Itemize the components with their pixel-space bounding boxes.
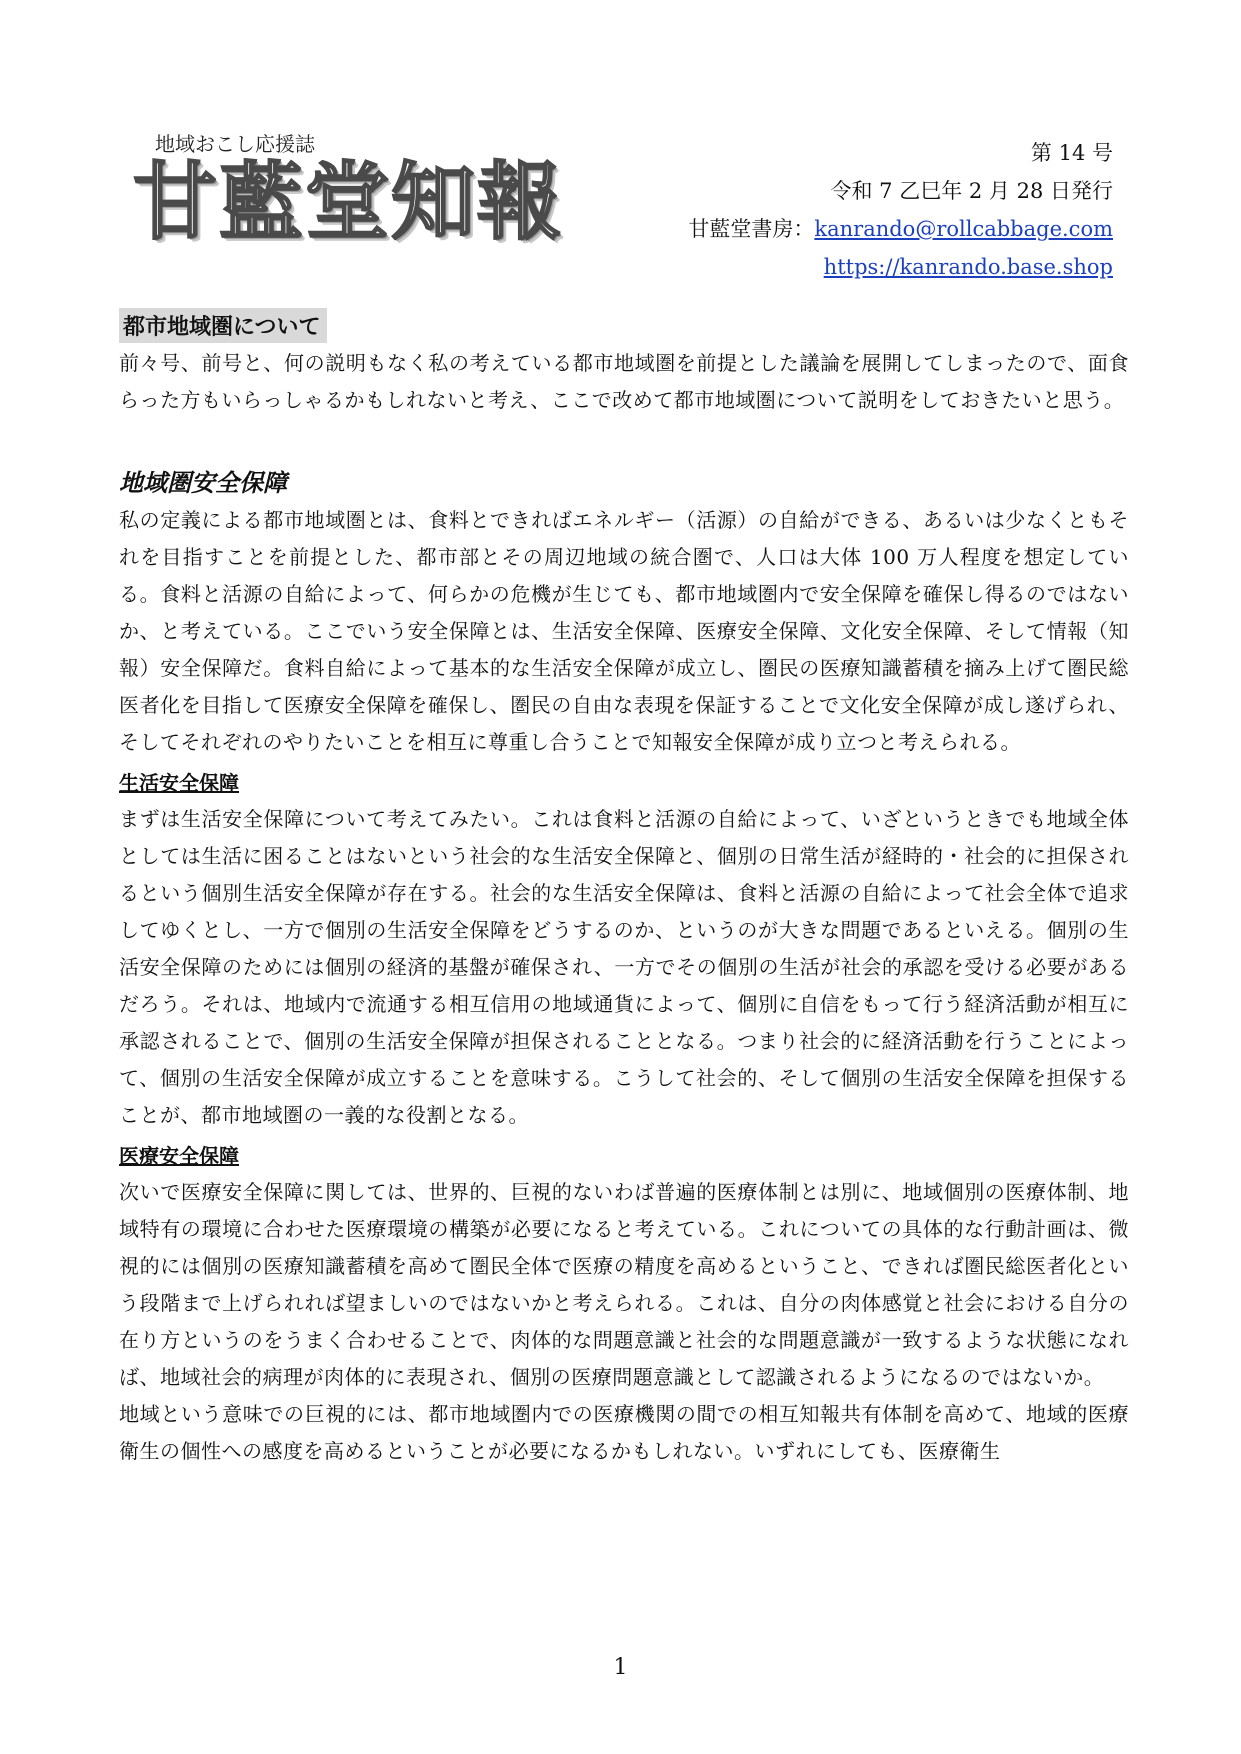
paragraph: まずは生活安全保障について考えてみたい。これは食料と活源の自給によって、いざというときでも地域全体としては生活に困ることはないという社会的な生活安全保障と、個別の日常生活が経時的・社会的に担保されるという個別生活安全保障が存在する。社会的な生活安全保障は、食料と活源の自給によって社会全体で追求してゆくとし、一方で個別の生活安全保障をどうするのか、というのが大きな問題であるといえる。個別の生活安全保障のためには個別の経済的基盤が確保され、一方でその個別の生活が社会的承認を受ける必要があるだろう。それは、地域内で流通する相互信用の地域通貨によって、個別に自信をもって行う経済活動が相互に承認されることで、個別の生活安全保障が担保されることとなる。つまり社会的に経済活動を行うことによって、個別の生活安全保障が成立することを意味する。こうして社会的、そして個別の生活安全保障を担保することが、都市地域圏の一義的な役割となる。 bbox=[119, 807, 1129, 1127]
issue-number: 第 14 号 bbox=[1030, 141, 1113, 165]
magazine-kicker: 地域おこし応援誌 bbox=[155, 132, 315, 156]
url-line bbox=[688, 248, 1113, 286]
paragraph: 次いで医療安全保障に関しては、世界的、巨視的ないわば普遍的医療体制とは別に、地域個別の医療体制、地域特有の環境に合わせた医療環境の構築が必要になると考えている。これについての具体的な行動計画は、微視的には個別の医療知識蓄積を高めて圏民全体で医療の精度を高めるということ、できれば圏民総医者化という段階まで上げられれば望ましいのではないかと考えられる。これは、自分の肉体感覚と社会における自分の在り方というのをうまく合わせることで、肉体的な問題意識と社会的な問題意識が一致するような状態になれば、地域社会的病理が肉体的に表現され、個別の医療問題意識として認識されるようになるのではないか。 bbox=[119, 1180, 1129, 1389]
email-link[interactable]: kanrando@rollcabbage.com bbox=[814, 217, 1113, 241]
publisher-label: 甘藍堂書房： bbox=[688, 217, 815, 241]
paragraph: 前々号、前号と、何の説明もなく私の考えている都市地域圏を前提とした議論を展開してしまったので、面食らった方もいらっしゃるかもしれないと考え、ここで改めて都市地域圏について説明をしておきたいと思う。 bbox=[119, 351, 1129, 412]
masthead-title: 甘藍堂知報 bbox=[133, 153, 564, 251]
issue-date: 令和 7 乙巳年 2 月 28 日発行 bbox=[830, 179, 1113, 203]
section-heading-regional-security: 地域圏安全保障 bbox=[119, 469, 287, 497]
paragraph: 地域という意味での巨視的には、都市地域圏内での医療機関の間での相互知報共有体制を高めて、地域的医療衛生の個性への感度を高めるということが必要になるかもしれない。いずれにしても、医療衛生 bbox=[119, 1402, 1129, 1463]
page-number: 1 bbox=[613, 1655, 628, 1680]
shop-url-link[interactable]: https://kanrando.base.shop bbox=[823, 255, 1113, 279]
section-heading-urban-region: 都市地域圏について bbox=[119, 308, 327, 343]
subheading-medical-security: 医療安全保障 bbox=[119, 1144, 239, 1168]
publisher-line bbox=[688, 210, 1113, 248]
paragraph: 私の定義による都市地域圏とは、食料とできればエネルギー（活源）の自給ができる、あるいは少なくともそれを目指すことを前提とした、都市部とその周辺地域の統合圏で、人口は大体 100 万人程度を想定している。食料と活源の自給によって、何らかの危機が生じても、都市地域圏内で安全保障を確保し得るのではないか、と考えている。ここでいう安全保障とは、生活安全保障、医療安全保障、文化安全保障、そして情報（知報）安全保障だ。食料自給によって基本的な生活安全保障が成立し、圏民の医療知識蓄積を摘み上げて圏民総医者化を目指して医療安全保障を確保し、圏民の自由な表現を保証することで文化安全保障が成し遂げられ、そしてそれぞれのやりたいことを相互に尊重し合うことで知報安全保障が成り立つと考えられる。 bbox=[119, 508, 1129, 754]
issue-meta bbox=[688, 134, 1113, 286]
article-body bbox=[119, 308, 1129, 1470]
subheading-living-security: 生活安全保障 bbox=[119, 771, 239, 795]
